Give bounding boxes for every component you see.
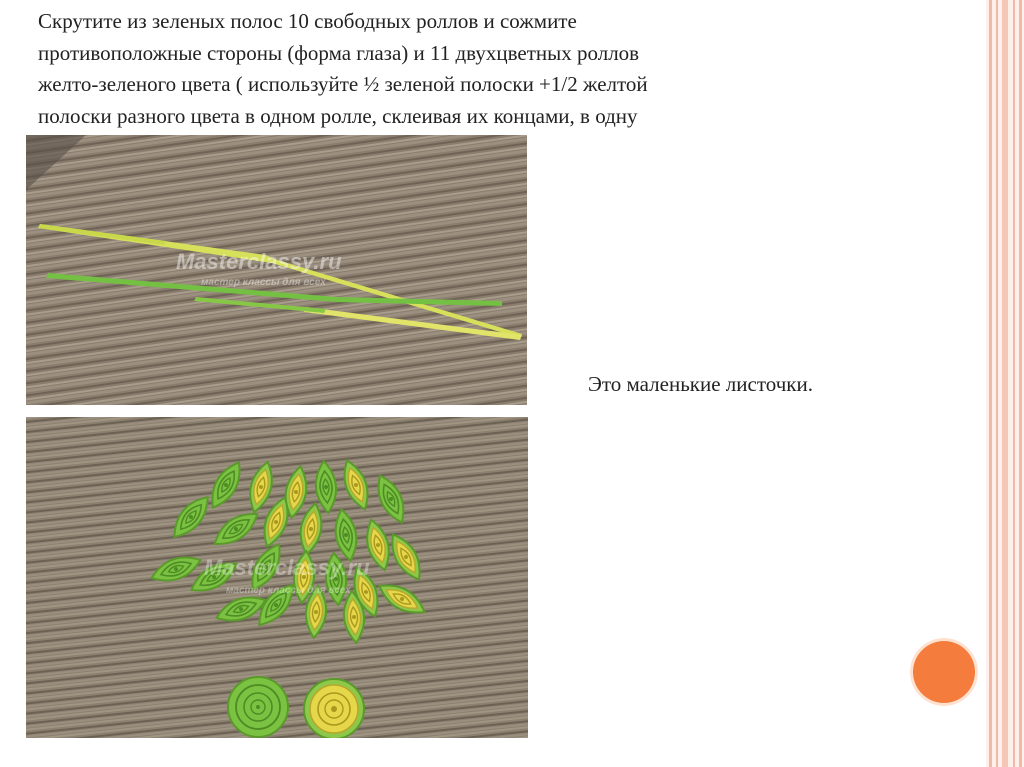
watermark-text: Masterclassy.ru [204, 555, 370, 580]
photo-quilled-leaves [26, 417, 528, 738]
instruction-line: противоположные стороны (форма глаза) и 11 двухцветных роллов [38, 40, 640, 65]
decorative-side-stripes [986, 0, 1024, 767]
decorative-orange-circle [913, 641, 975, 703]
instruction-line: Скрутите из зеленых полос 10 свободных роллов и сожмите [38, 9, 577, 33]
watermark-subtext: мастер классы для всех [201, 277, 326, 288]
watermark-subtext: мастер классы для всех [226, 585, 351, 596]
instruction-line: желто-зеленого цвета ( используйте ½ зеленой полоски +1/2 желтой [38, 72, 648, 96]
instruction-line: полоски разного цвета в одном ролле, склеивая их концами, в одну [38, 103, 638, 128]
caption-text: Это маленькие листочки. [588, 372, 813, 396]
instruction-text [38, 6, 918, 132]
photo-paper-strips [26, 135, 527, 405]
watermark-text: Masterclassy.ru [176, 249, 342, 274]
